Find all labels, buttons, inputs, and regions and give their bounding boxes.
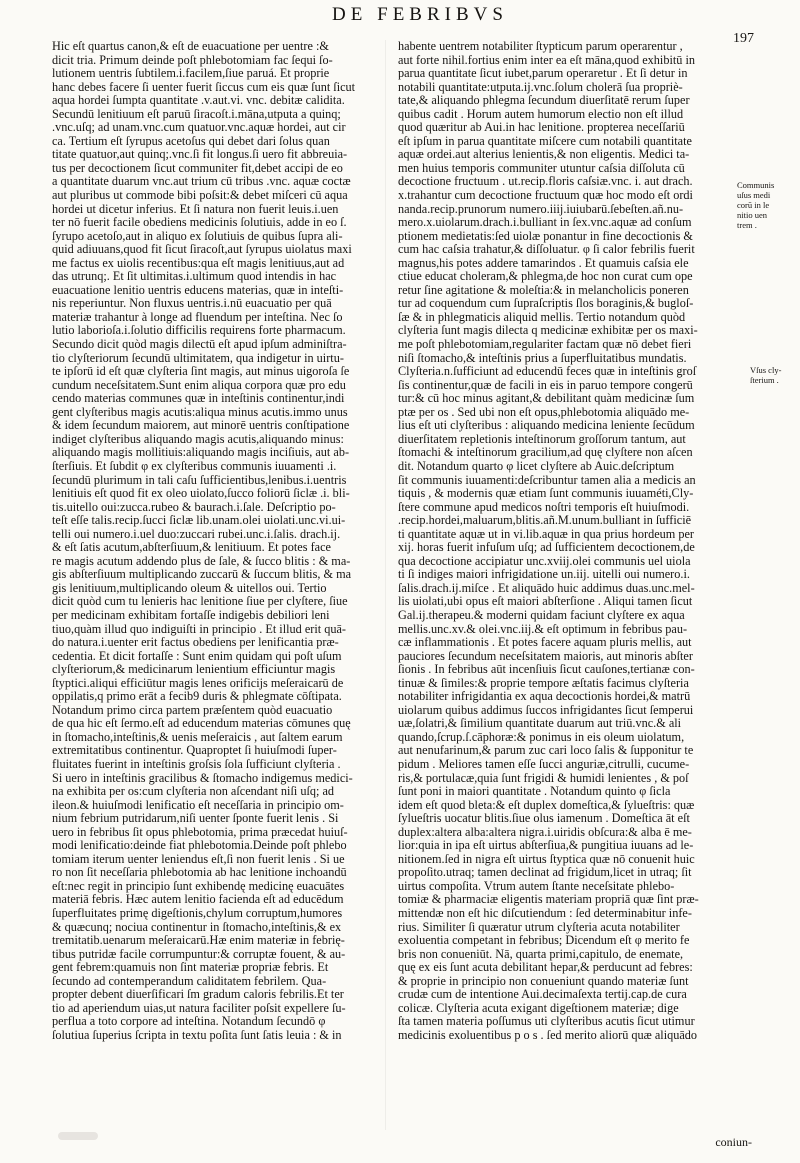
text-line: medicinis exoluentibus p o s . ſed merito aliorū quæ aliquādo xyxy=(398,1028,698,1042)
text-line: & proprie in principio non conueniunt quando materiæ ſunt xyxy=(398,974,689,988)
text-line: ſterſiuis. Et ſubdit φ ex clyſteribus communis iuuamenti .i. xyxy=(52,459,337,473)
text-line: ris,& portulacæ,quia ſunt frigidi & humidi lenientes , & poſ xyxy=(398,771,689,785)
text-line: perflua a toto corpore ad inteſtina. Notandum ſecundō φ xyxy=(52,1015,326,1029)
text-line: in ſtomacho,inteſtinis,& uenis meſeraicis , aut ſaltem earum xyxy=(52,730,343,744)
text-line: dicit quòd cum tu lenieris hac lenitione ſiue per clyſtere, ſiue xyxy=(52,595,348,609)
text-line: uirtus compoſita. Vtrum autem ſtante neceſsitate phlebo- xyxy=(398,879,675,893)
text-line: propter debent diuerſificari ſm gradum caloris febrilis.Et ter xyxy=(52,988,344,1002)
text-line: quando,ſcrup.ſ.cāphoræ:& ponimus in eis oleum uiolatum, xyxy=(398,730,685,744)
text-line: Notandum primo circa partem præſentem quòd euacuatio xyxy=(52,703,333,717)
text-line: nium febrium putridarum,niſi uenter ſponte fuerit lenis . Si xyxy=(52,812,339,826)
margin-note-line: uſus medi xyxy=(737,190,771,200)
text-line: Gal.ij.therapeu.& moderni quidam faciunt clyſtere ex aqua xyxy=(398,608,685,622)
text-line: ſit communis iuuamenti:deſcribuntur tamen alia a medicis an xyxy=(398,473,696,487)
text-line: ptæ per os . Sed ubi non eſt opus,phlebotomia aliquādo me- xyxy=(398,405,690,419)
text-line: ſylueſtris uocatur blitis.ſiue olus iamenum . Domeſtica āt eſt xyxy=(398,812,690,826)
text-line: ti quantitate aquæ ut in vi.lib.aquæ in qua prius hordeum per xyxy=(398,527,694,541)
margin-note-line: Communis xyxy=(737,180,775,190)
text-line: duplex:altera alba:altera nigra.i.uiridis obſcura:& alba ē me- xyxy=(398,825,692,839)
text-line: notabili quantitate:utputa.ij.vnc.ſolum cholerā ſua propriè- xyxy=(398,80,683,94)
text-line: nitionem.ſed in nigra eſt uirtus ſtyptica quæ nō conuenit huic xyxy=(398,852,695,866)
text-line: lius eſt uti clyſteribus : aliquando medicina leniente ſecūdum xyxy=(398,419,695,433)
text-line: ſtyptici.aliqui efficiūtur magis lenes orificijs meſeraicarū de xyxy=(52,676,344,690)
text-line: tur ad coquendum cum ſupraſcriptis ſlos boraginis,& bugloſ- xyxy=(398,297,694,311)
text-line: parua quantitate ſicut iubet,parum operaretur . Et ſi detur in xyxy=(398,67,688,81)
text-line: Clyſteria.n.ſufficiunt ad educendū feces quæ in inteſtinis groſ xyxy=(398,365,697,379)
text-line: eſt:nec regit in principio ſunt exhibendę medicinę euacuātes xyxy=(52,879,345,893)
text-line: ileon.& huiuſmodi lenificatio eſt neceſſaria in principio om- xyxy=(52,798,344,812)
text-line: idem eſt quod bleta:& eſt duplex domeſtica,& ſylueſtris: quæ xyxy=(398,798,695,812)
text-line: uæ,ſolatri,& ſimilium quantitate duarum aut triū.vnc.& ali xyxy=(398,717,682,731)
text-line: lutio laborioſa.i.ſolutio difficilis requirens forte pharmacum. xyxy=(52,324,346,338)
text-line: ſecundū plurimum in tali caſu ſufficientibus,lenibus.i.uentris xyxy=(52,473,347,487)
text-line: Secundū lenitiuum eſt paruū ſiracoſt.i.māna,utputa a quinq; xyxy=(52,107,341,121)
text-line: aquæ ordei.aut alterius lenientis,& non eligentis. Medici ta- xyxy=(398,148,690,162)
text-line: modi lenificatio:deinde fiat phlebotomia.Deinde poſt phlebo xyxy=(52,839,347,853)
text-line: lior:quia in ipa eſt uirtus abſterſiua,& pungitiua iuuans ad le- xyxy=(398,839,694,853)
text-line: tio ad aperiendum uias,ut natura faciliter poſsit expellere ſu- xyxy=(52,1001,346,1015)
text-line: Si uero in inteſtinis gracilibus & ſtomacho indigemus medici- xyxy=(52,771,353,785)
text-line: te ipſorū id eſt quæ clyſteria ſint magis, aut minus uigoroſa ſe xyxy=(52,365,350,379)
text-line: ſyrupo acetoſo,aut in aliquo ex ſolutiuis de quibus ſupra ali- xyxy=(52,229,343,243)
text-line: tiquis , & modernis quæ etiam ſunt communis iuuaméti,Cly- xyxy=(398,487,694,501)
text-line: telli oui numero.i.uel duo:zuccari rubei.unc.i.ſalis. drach.ij. xyxy=(52,527,341,541)
left-text-column xyxy=(52,40,370,1042)
text-line: aut nenufarinum,& parum zuc cari loco ſalis & ſupponitur te xyxy=(398,744,694,758)
text-line: ſæ & in phlegmaticis aliquid mellis. Tertio notandum quòd xyxy=(398,310,686,324)
text-line: dit. Notandum quarto φ licet clyſtere ab Auic.deſcriptum xyxy=(398,459,675,473)
text-line: gis abſterſiuum multiplicando zuccarū & ſuccum blitis, & ma xyxy=(52,568,352,582)
text-line: ſalis.drach.ij.miſce . Et aliquādo huic addimus duas.unc.mel- xyxy=(398,581,695,595)
text-line: retur ſine agitatione & moleſtia:& in melancholicis poneren xyxy=(398,283,689,297)
text-line: lis uiolati,ubi opus eſt maiori abſterſione . Aliqui tamen ſicut xyxy=(398,595,693,609)
text-line: indiget clyſteribus aliquando magis acutis,aliquando minus: xyxy=(52,432,344,446)
text-line: notabiliter infrigidantia ex aqua decoctionis hordei,& matrū xyxy=(398,690,691,704)
text-line: Secundo dicit quòd magis dilectū eſt apud ipſum adminiſtra- xyxy=(52,338,347,352)
text-line: ſunt poni in maiori quantitate . Notandum quinto φ ſicla xyxy=(398,785,671,799)
text-line: clyſteriorum,& medicinarum lenientium efficiuntur magis xyxy=(52,663,336,677)
text-line: me factus ex uiolis recentibus:qua eſt magis lenitiuus,aut ad xyxy=(52,256,345,270)
text-line: tinuæ & ſimiles:& proprie tempore æſtatis facimus clyſteria xyxy=(398,676,689,690)
text-line: uiolarum quibus addimus ſuccos infrigidantes ſicut ſemperui xyxy=(398,703,694,717)
text-line: mittendæ non eſt hic diſcutiendum : ſed determinabitur infe- xyxy=(398,907,692,920)
text-line: titate quatuor,aut quinq;.vnc.ſi fit longus.ſi uero fit abbreuia- xyxy=(52,148,348,162)
text-line: quę ex eis ſunt acuta debilitant hepar,& perducunt ad febres: xyxy=(398,961,693,975)
text-line: crudæ cum de intentione Aui.decimaſexta tertij.cap.de cura xyxy=(398,988,687,1002)
text-line: ſolutiua ſuperius ſcripta in textu poſita ſunt ſatis leuia : & in xyxy=(52,1028,342,1042)
ink-smudge xyxy=(58,1132,98,1140)
text-line: & eſt ſatis acutum,abſterſiuum,& lenitiuum. Et potes face xyxy=(52,541,331,555)
text-line: tate,& aliquando phlegma ſecundum diuerſitatē rerum ſuper xyxy=(398,94,690,108)
text-line: materiæ trahantur à longe ad fluendum per inteſtina. Nec ſo xyxy=(52,310,343,324)
margin-note-line: Vſus cly- xyxy=(750,365,782,375)
text-line: lenitiuis eſt quod fit ex oleo uiolato,ſucco foliorū ſiclæ .i. bli- xyxy=(52,487,350,501)
margin-note-line: ſterium . xyxy=(750,375,779,385)
text-line: tur:& cū hoc minus agitant,& debilitant quàm medicinæ ſum xyxy=(398,392,695,406)
text-line: ca. Tertium eſt ſyrupus acetoſus qui debet dari ſolus quan xyxy=(52,134,330,148)
text-line: me poſt phlebotomiam,regulariter factam quæ nō debet fieri xyxy=(398,338,692,352)
text-line: ter nō fuerit facile obediens medicinis ſolutiuis, adde in eo ſ. xyxy=(52,216,347,230)
text-line: ſtere commune apud medicos noſtri temporis eſt huiuſmodi. xyxy=(398,500,690,514)
text-line: quod quæritur ab Aui.in hac lenitione. propterea neceſſariū xyxy=(398,121,685,135)
text-line: tis.uitello oui:zucca.rubeo & baurach.i.ſale. Deſcriptio po- xyxy=(52,500,336,514)
text-line: materiā febris. Hæc autem lenitio facienda eſt ad educēdum xyxy=(52,893,344,907)
text-line: gent febrem:quamuis non ſint materiæ propriæ febris. Et xyxy=(52,961,329,975)
text-line: fluitates fuerint in inteſtinis groſsis ſola ſufficiunt clyſteria . xyxy=(52,757,341,771)
margin-note-usus-clysterium xyxy=(750,365,800,385)
catchword: coniun- xyxy=(715,1135,752,1149)
text-line: ſis continentur,quæ de facili in eis in paruo tempore congerū xyxy=(398,378,693,392)
column-gutter xyxy=(385,40,386,1130)
right-text-column xyxy=(398,40,716,1042)
text-line: decoctione fructuum . ut.recip.floris caſsiæ.vnc. i. aut drach. xyxy=(398,175,693,189)
text-line: tio clyſteriorum ſecundū ultimitatem, qua indigetur in uirtu- xyxy=(52,351,344,365)
text-line: nanda.recip.prunorum numero.iiij.iuiubarū.ſebeſten.añ.nu- xyxy=(398,202,684,216)
margin-note-line: trem . xyxy=(737,220,757,230)
text-line: Hic eſt quartus canon,& eſt de euacuatione per uentre :& xyxy=(52,40,329,53)
text-line: colicæ. Clyſteria acuta exigant digeſtionem materiæ; dige xyxy=(398,1001,679,1015)
text-line: aut pluribus ut commode bibi poſsit:& debet miſceri cū aqua xyxy=(52,189,348,203)
text-line: hanc debes facere ſi uenter fuerit ſiccus cum eis quæ ſunt ſicut xyxy=(52,80,356,94)
text-line: tiuo,quàm illud quo indiguiſti in principio . Et illud erit quā- xyxy=(52,622,346,636)
text-line: & quæcunq; nociua continentur in ſtomacho,inteſtinis,& ex xyxy=(52,920,342,934)
text-line: gent clyſteribus magis acutis:aliqua minus acutis.immo unus xyxy=(52,405,348,419)
text-line: cundum neceſsitatem.Sunt enim aliqua corpora quæ pro edu xyxy=(52,378,346,392)
text-line: ſuperfluitates primę digeſtionis,chylum corruptum,humores xyxy=(52,907,343,920)
text-line: clyſteria ſunt magis dilecta q medicinæ exhibitæ per os maxi- xyxy=(398,324,698,338)
text-line: a quantitate duarum vnc.aut trium cū tribus .vnc. aquæ coctæ xyxy=(52,175,351,189)
text-line: propoſito.utraq; tamen declinat ad frigidum,licet in utraq; ſit xyxy=(398,866,692,880)
text-line: ſtomachi & inteſtinorum gracilium,ad quę clyſtere non aſcen xyxy=(398,446,693,460)
margin-note-communis-usus xyxy=(737,180,787,230)
text-line: nis reperiuntur. Non fluxus uentris.i.nū euacuatio per quā xyxy=(52,297,332,311)
text-line: cendo materias communes quæ in inteſtinis continentur,indi xyxy=(52,392,345,406)
text-line: tomiam iterum uenter leniendus eſt,ſi non fuerit lenis . Si ue xyxy=(52,852,345,866)
text-line: euacuatione lenitio uentris educens materias, quæ in inteſti- xyxy=(52,283,344,297)
text-line: habente uentrem notabiliter ſtypticum parum operarentur , xyxy=(398,40,683,53)
text-line: ctiue educat choleram,& phlegma,de hoc non curat cum ope xyxy=(398,270,693,284)
text-line: mellis.unc.xv.& olei.vnc.iij.& eſt optimum in febribus pau- xyxy=(398,622,688,636)
text-line: cæ inflammationis . Et potes facere aquam pluris mellis, aut xyxy=(398,636,692,650)
text-line: ſta tamen materia poſſumus uti clyſteribus acutis ſicut utimur xyxy=(398,1015,695,1029)
text-line: de qua hic eſt ſermo.eſt ad educendum materias cōmunes quę xyxy=(52,717,351,731)
text-line: aliquando magis mollitiuis:aliquando magis inciſiuis, aut ab- xyxy=(52,446,350,460)
text-line: eſt ipſum in parua quantitate miſcere cum notabili quantitate xyxy=(398,134,692,148)
text-line: mero.x.uiolarum.drach.i.bulliant in ſex.vnc.aquæ ad conſum xyxy=(398,216,692,230)
text-line: na exhibita per os:cum clyſteria non aſcendant niſi uſq; ad xyxy=(52,785,335,799)
text-line: exoluentia competant in febribus; Dicendum eſt φ merito fe xyxy=(398,934,690,948)
text-line: .vnc.uſq; ad unam.vnc.cum quatuor.vnc.aquæ hordei, aut cir xyxy=(52,121,346,135)
text-line: uero in febribus ſit opus phlebotomia, prima præcedat huiuſ- xyxy=(52,825,348,839)
text-line: per medicinam exhibitam fortaſſe indigebis debiliori leni xyxy=(52,608,330,622)
text-line: lutionem uentris ſubtilem.i.facilem,ſiue paruá. Et proprie xyxy=(52,67,330,81)
margin-note-line: nitio uen xyxy=(737,210,767,220)
text-line: tomiæ & pharmaciæ eligentis materiam propriā quæ ſint præ- xyxy=(398,893,699,907)
text-line: .recip.hordei,maluarum,blitis.añ.M.unum.bulliant in ſufficiē xyxy=(398,514,692,528)
text-line: magnus,his potes addere tamarindos . Et quamuis caſsia ele xyxy=(398,256,689,270)
text-line: hordei ut dicetur inferius. Et ſi natura non fuerit leuis.i.uen xyxy=(52,202,339,216)
text-line: do natura.i.uenter erit factus obediens per lenificantia præ- xyxy=(52,636,339,650)
text-line: aqua hordei ſumpta quantitate .v.aut.vi. vnc. debitæ calidita. xyxy=(52,94,345,108)
text-line: gis lenitiuum,multiplicando oleum & uitellos oui. Tertio xyxy=(52,581,327,595)
text-line: aut forte nihil.fortius enim inter ea eſt māna,quod exhibitū in xyxy=(398,53,695,67)
text-line: men huius temporis communiter utuntur caſsia diſſoluta cū xyxy=(398,161,685,175)
text-line: niſi ſtomacho,& inteſtinis prius a ſuperfluitatibus mundatis. xyxy=(398,351,687,365)
text-line: ro non ſit neceſſaria phlebotomia ab hac lenitione inchoandū xyxy=(52,866,347,880)
text-line: quid adiuuans,quod fit ſicut ſiracoſt,aut ſyrupus uiolatus maxi xyxy=(52,243,352,257)
text-line: rius. Similiter ſi quæratur utrum clyſteria acuta notabiliter xyxy=(398,920,680,934)
text-line: tibus putridæ facile corrumpuntur:& corruptæ fouent, & au- xyxy=(52,947,346,961)
text-line: teſt eſſe talis.recip.ſucci ſiclæ lib.unam.olei uiolati.unc.vi.ui- xyxy=(52,514,346,528)
text-line: pidum . Meliores tamen eſſe ſucci anguriæ,citrulli, cucume- xyxy=(398,757,690,771)
text-line: & idem ſecundum maiorem, aut minorē uentris conſtipatione xyxy=(52,419,350,433)
text-line: ti ſi indiges maiori infrigidatione un.iij. uitelli oui numero.i. xyxy=(398,568,690,582)
text-line: tremitatib.uenarum meſeraicarū.Hæ enim materiæ in febrię- xyxy=(52,934,345,948)
text-line: das utrunq;. Et ſit ultimitas.i.ultimum quod intendis in hac xyxy=(52,270,337,284)
text-line: x.trahantur cum decoctione fructuum quæ hoc modo eſt ordi xyxy=(398,189,693,203)
text-line: ptionem medietatis:ſed uiolæ ponantur in fine decoctionis & xyxy=(398,229,693,243)
text-line: bris non conueniūt. Nā, quarta primi,capitulo, de enemate, xyxy=(398,947,684,961)
text-line: re magis acutum addendo plus de ſale, & ſucco blitis : & ma- xyxy=(52,554,351,568)
text-line: oppilatis,q primo erāt a fecib9 duris & phlegmate cōſtipata. xyxy=(52,690,342,704)
text-line: extremitatibus continentur. Quaproptet ſi huiuſmodi ſuper- xyxy=(52,744,337,758)
text-line: cum hac caſsia trahatur,& diſſoluatur. φ ſi calor febrilis fuerit xyxy=(398,243,695,257)
text-line: dicit tria. Primum deinde poſt phlebotomiam fac ſequi ſo- xyxy=(52,53,333,67)
running-title: DE FEBRIBVS xyxy=(332,4,508,25)
text-line: diuerſitatem repletionis inteſtinorum groſſorum tantum, aut xyxy=(398,432,686,446)
text-line: quibus cadit . Horum autem humorum electio non eſt illud xyxy=(398,107,684,121)
text-line: ſionis . In febribus aūt incenſiuis ſicut cauſones,tertianæ con- xyxy=(398,663,695,677)
text-line: cedentia. Et dicit fortaſſe : Sunt enim quidam qui poſt uſum xyxy=(52,649,342,663)
text-line: ſecundo ad contemperandum caliditatem febrilem. Qua- xyxy=(52,974,327,988)
page-number: 197 xyxy=(733,31,754,46)
text-line: qua decoctione accipiatur unc.xviij.olei communis uel uiola xyxy=(398,554,691,568)
text-line: xij. horas fuerit infuſum uſq; ad ſufficientem decoctionem,de xyxy=(398,541,695,555)
text-line: tus per decoctionem ſicut communiter fit,debet accipi de eo xyxy=(52,161,343,175)
text-line: pauciores ſecundum neceſsitatem maioris, aut minoris abſter xyxy=(398,649,693,663)
margin-note-line: corū in le xyxy=(737,200,770,210)
